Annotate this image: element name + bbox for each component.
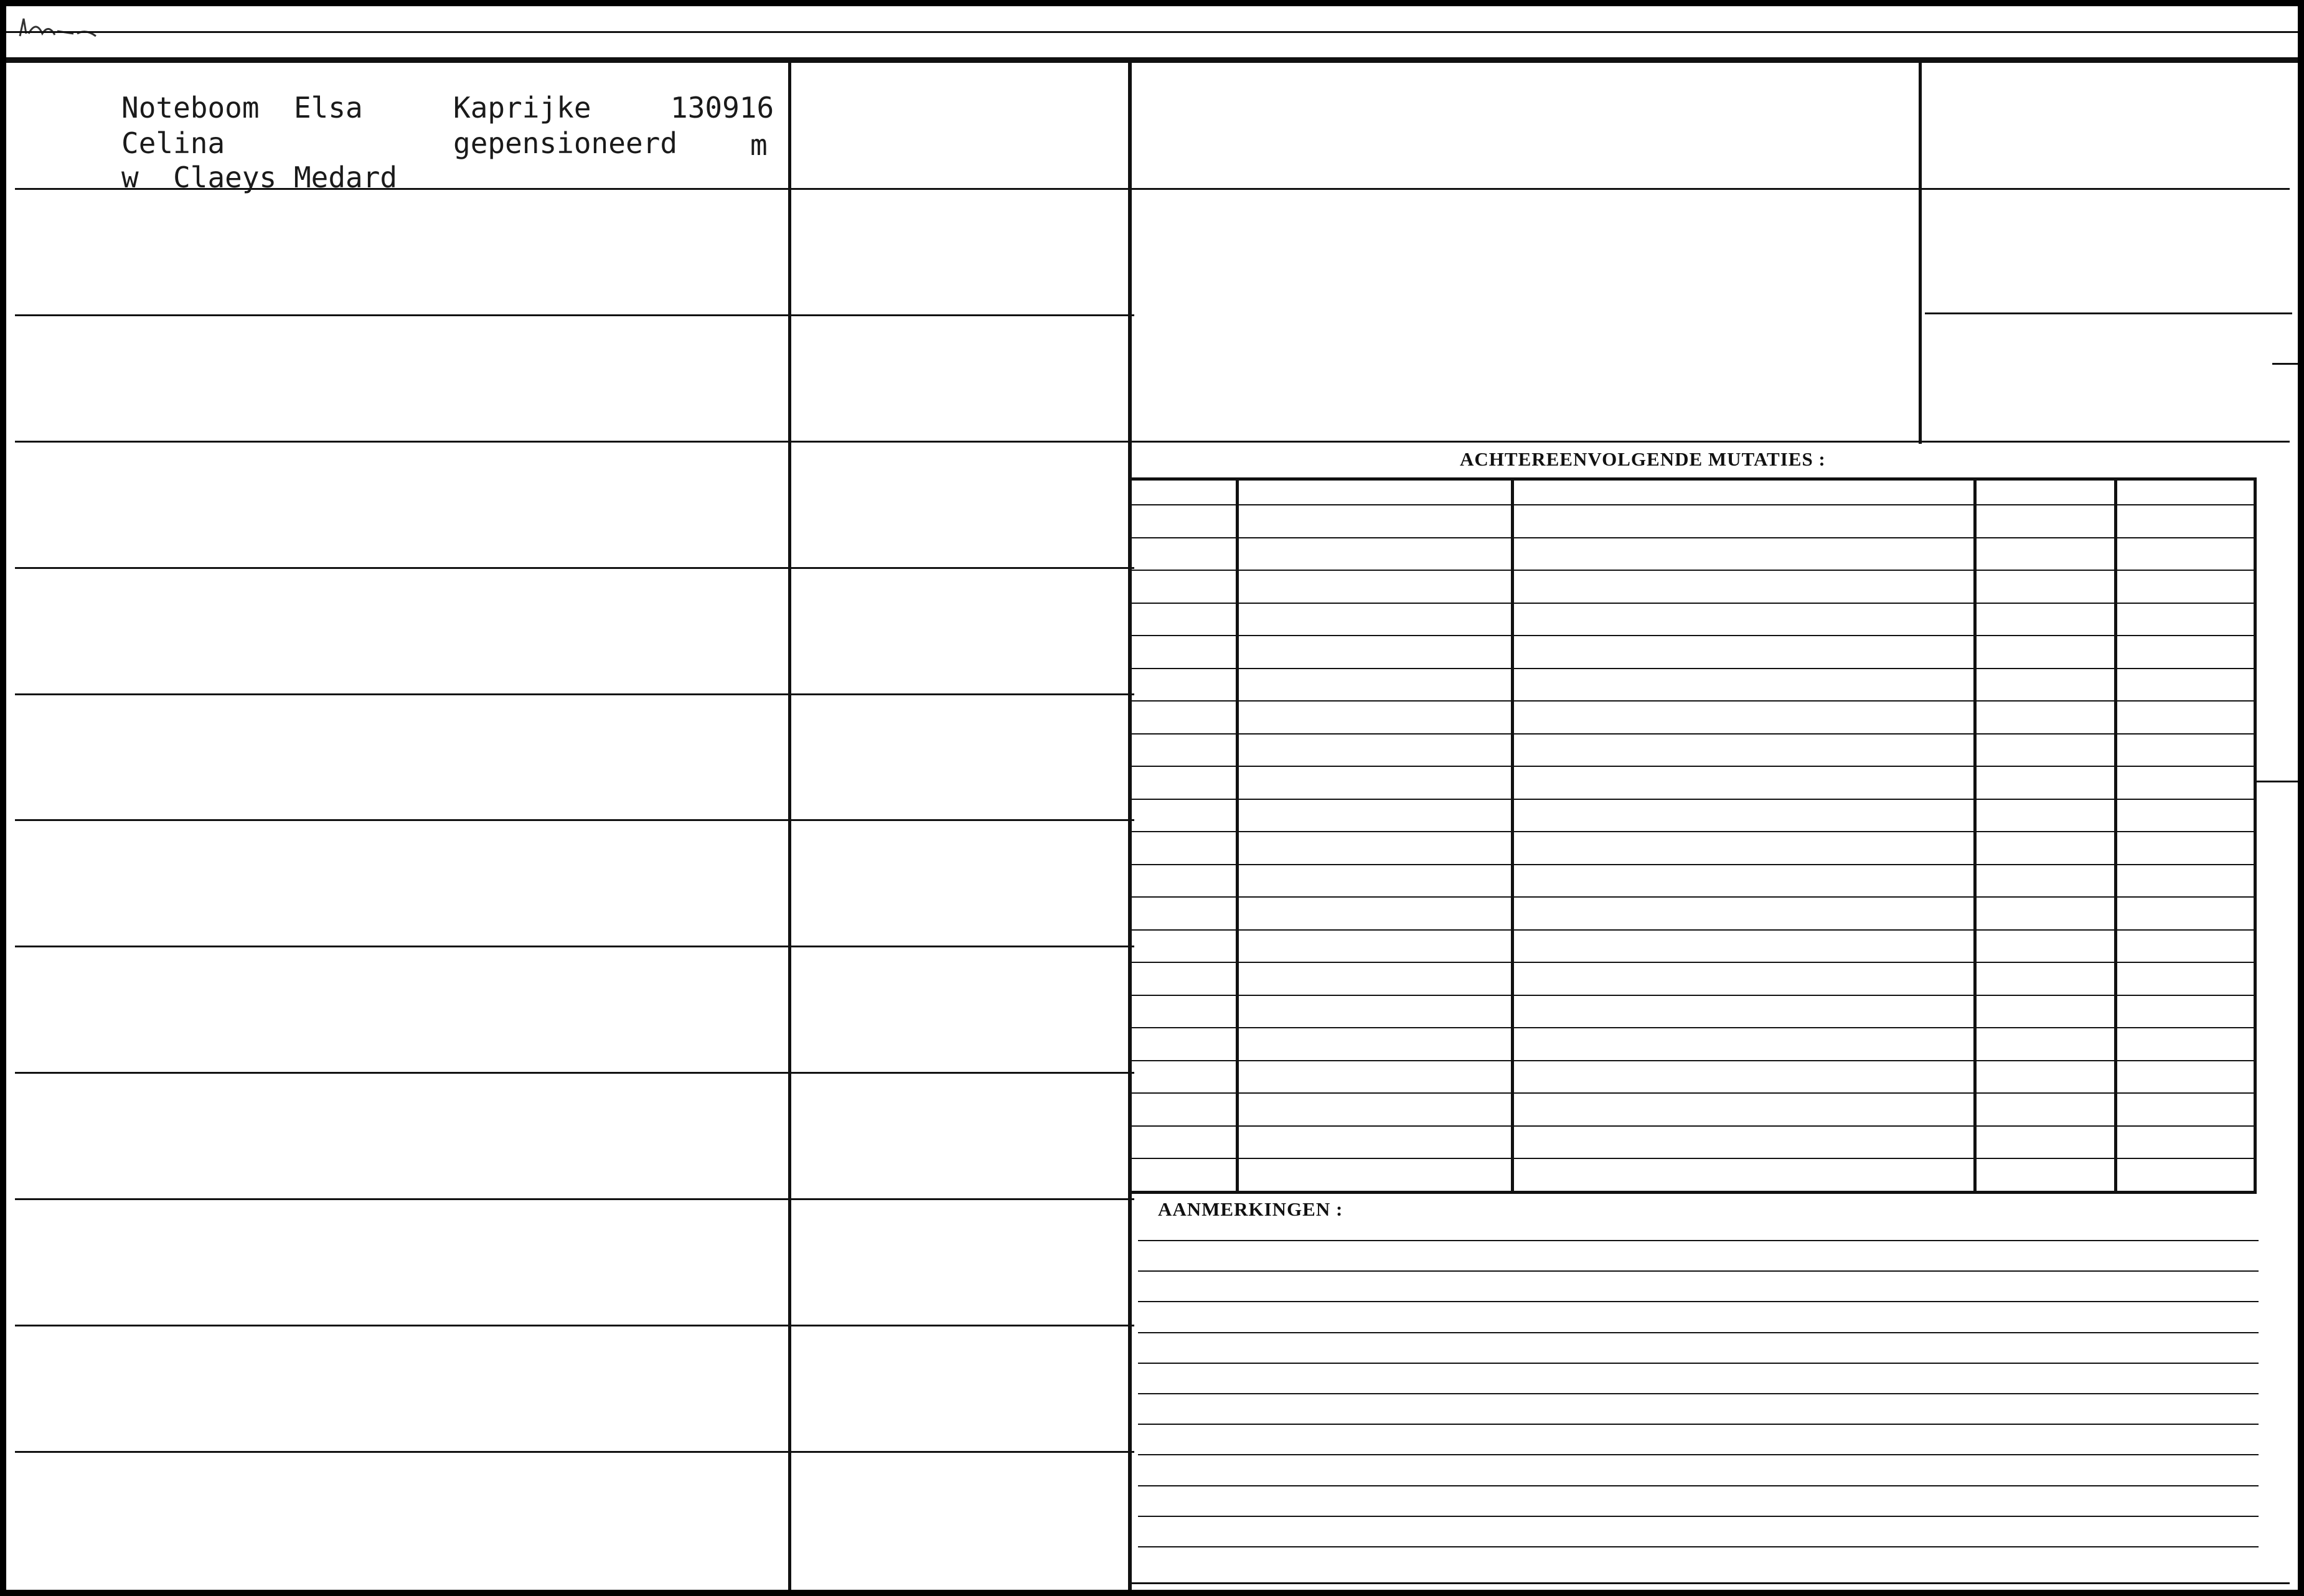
- remarks-line: [1138, 1270, 2259, 1272]
- row-rule: [15, 567, 1134, 569]
- upper-right-rule: [1132, 188, 2290, 190]
- mutations-row-rule: [1132, 1191, 2257, 1192]
- mutations-row-rule: [1132, 766, 2257, 767]
- mutations-column-rule: [1236, 477, 1239, 1194]
- upper-right-rule: [1925, 312, 2292, 314]
- mutations-row-rule: [1132, 1125, 2257, 1127]
- remarks-line: [1138, 1393, 2259, 1394]
- row-rule: [15, 693, 1134, 695]
- remarks-line: [1138, 1516, 2259, 1517]
- mutations-column-rule: [1973, 477, 1977, 1194]
- corner-scribble: [17, 15, 111, 40]
- mutations-row-rule: [1132, 603, 2257, 604]
- mutations-heading: ACHTEREENVOLGENDE MUTATIES :: [1460, 448, 1826, 470]
- mutations-row-rule: [1132, 799, 2257, 800]
- remarks-line: [1138, 1301, 2259, 1302]
- bottom-rule: [1132, 1582, 2290, 1584]
- mutations-column-rule: [2114, 477, 2117, 1194]
- mutations-row-rule: [1132, 1027, 2257, 1028]
- row-rule: [15, 946, 1134, 947]
- name-text: Noteboom Elsa: [121, 91, 363, 124]
- row-rule: [15, 441, 1134, 443]
- header-band: [6, 57, 2298, 63]
- mutations-row-rule: [1132, 831, 2257, 832]
- remarks-line: [1138, 1332, 2259, 1333]
- upper-right-divider: [1919, 63, 1922, 444]
- mutations-row-rule: [1132, 733, 2257, 735]
- given-name-continued-text: Celina: [121, 126, 225, 160]
- mutations-row-rule: [1132, 864, 2257, 865]
- remarks-line: [1138, 1363, 2259, 1364]
- edge-tick: [2255, 781, 2298, 782]
- mutations-table-top: [1132, 477, 2257, 481]
- row-rule: [15, 1451, 1134, 1453]
- registration-card: [6, 6, 2298, 1590]
- column-divider: [788, 63, 791, 1590]
- mutations-row-rule: [1132, 570, 2257, 571]
- mutations-row-rule: [1132, 668, 2257, 669]
- mutations-row-rule: [1132, 504, 2257, 505]
- remarks-line: [1138, 1424, 2259, 1425]
- mutations-column-rule: [1511, 477, 1514, 1194]
- remarks-heading: AANMERKINGEN :: [1158, 1198, 1343, 1220]
- row-rule: [15, 1325, 1134, 1326]
- remarks-line: [1138, 1240, 2259, 1241]
- edge-tick: [2272, 363, 2298, 365]
- mutations-column-rule: [2254, 477, 2257, 1194]
- mutations-row-rule: [1132, 896, 2257, 898]
- mutations-top-rule: [1132, 441, 2290, 443]
- date-code-text: 130916: [670, 91, 774, 124]
- row-rule: [15, 819, 1134, 821]
- middle-divider: [1128, 63, 1132, 1590]
- remarks-line: [1138, 1485, 2259, 1486]
- mutations-row-rule: [1132, 1158, 2257, 1159]
- sex-text: m: [750, 128, 768, 162]
- status-text: gepensioneerd: [453, 126, 678, 160]
- mutations-row-rule: [1132, 995, 2257, 996]
- mutations-row-rule: [1132, 929, 2257, 931]
- row-rule: [15, 1072, 1134, 1074]
- place-text: Kaprijke: [453, 91, 591, 124]
- remarks-line: [1138, 1546, 2259, 1547]
- row-rule: [15, 314, 1134, 316]
- mutations-row-rule: [1132, 1092, 2257, 1094]
- mutations-row-rule: [1132, 635, 2257, 636]
- mutations-row-rule: [1132, 537, 2257, 538]
- mutations-row-rule: [1132, 700, 2257, 702]
- remarks-line: [1138, 1454, 2259, 1455]
- spouse-text: w Claeys Medard: [121, 161, 398, 194]
- mutations-row-rule: [1132, 962, 2257, 963]
- row-rule: [15, 1198, 1134, 1200]
- mutations-row-rule: [1132, 1060, 2257, 1061]
- top-rule: [6, 31, 2298, 33]
